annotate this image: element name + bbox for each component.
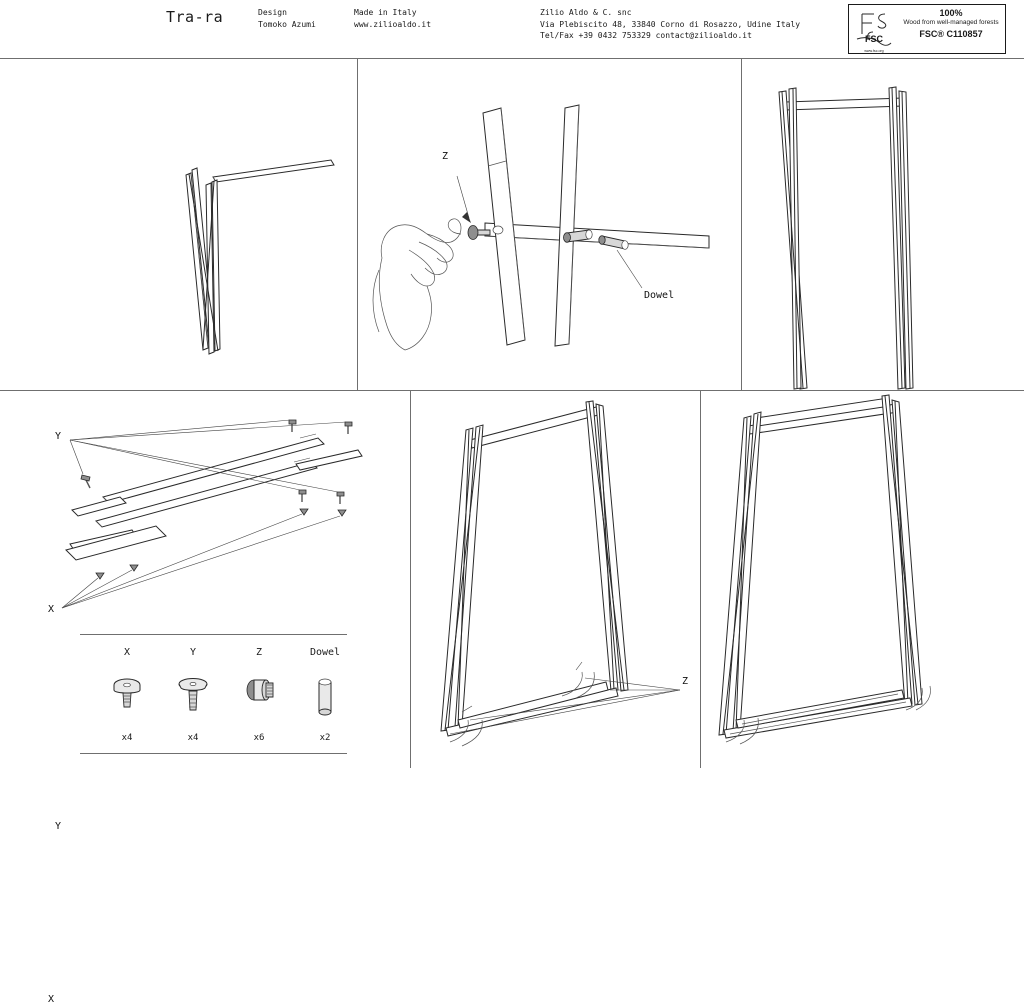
callout-dowel-label: Dowel	[644, 290, 675, 301]
designer-block	[258, 7, 316, 31]
callout-y-label: Y	[55, 821, 62, 832]
part-qty-y: x4	[187, 733, 199, 743]
callout-z-label-fig5: Z	[682, 676, 689, 687]
fsc-badge	[848, 4, 1006, 54]
fsc-code: FSC® C110857	[919, 29, 983, 39]
washer-screw-icon	[160, 671, 226, 723]
svg-text:FSC: FSC	[865, 34, 883, 44]
parts-column-y	[160, 635, 226, 755]
figure-6-finished-rack	[700, 390, 1024, 768]
callout-x-label-pos: X	[48, 604, 55, 615]
part-qty-dowel: x2	[319, 733, 331, 743]
part-label-x: X	[123, 647, 131, 658]
dowel-pin-icon	[292, 671, 358, 723]
parts-legend	[80, 634, 347, 754]
company-contact: Tel/Fax +39 0432 753329 contact@zilioaldo.it	[540, 31, 752, 40]
callout-y-label-pos: Y	[55, 431, 62, 442]
figure-5-frame-perspective	[410, 390, 700, 768]
design-label: Design	[258, 8, 287, 17]
company-block	[540, 7, 800, 42]
origin-block	[354, 7, 431, 31]
sheet-header	[0, 0, 1024, 58]
figure-2-assembly-detail	[357, 58, 741, 390]
fsc-text-block	[899, 8, 1003, 39]
page-title: Tra-ra	[166, 8, 224, 26]
fsc-url: www.fsc.org	[864, 49, 884, 53]
fsc-description: Wood from well-managed forests	[903, 19, 999, 26]
figure-3-frame-front	[741, 58, 1024, 390]
parts-column-x	[94, 635, 160, 755]
part-label-z: Z	[255, 647, 263, 658]
part-qty-x: x4	[121, 733, 133, 743]
company-address: Via Plebiscito 48, 33840 Corno di Rosazzo, Udine Italy	[540, 19, 801, 29]
parts-column-dowel	[292, 635, 358, 755]
bolt-icon	[226, 671, 292, 723]
flat-head-screw-icon	[94, 671, 160, 723]
part-label-dowel: Dowel	[309, 647, 341, 658]
designer-name: Tomoko Azumi	[258, 20, 316, 29]
company-name: Zilio Aldo & C. snc	[540, 8, 632, 17]
parts-column-z	[226, 635, 292, 755]
website-link[interactable]: www.zilioaldo.it	[354, 20, 432, 29]
fsc-percent: 100%	[939, 8, 963, 18]
callout-z-label: Z	[442, 151, 449, 162]
part-label-y: Y	[189, 647, 197, 658]
made-in-label: Made in Italy	[354, 8, 417, 17]
callout-x-label: X	[48, 994, 55, 1005]
fsc-logo-icon	[852, 8, 896, 52]
part-qty-z: x6	[253, 733, 265, 743]
figure-1-leg-pair	[0, 58, 357, 390]
